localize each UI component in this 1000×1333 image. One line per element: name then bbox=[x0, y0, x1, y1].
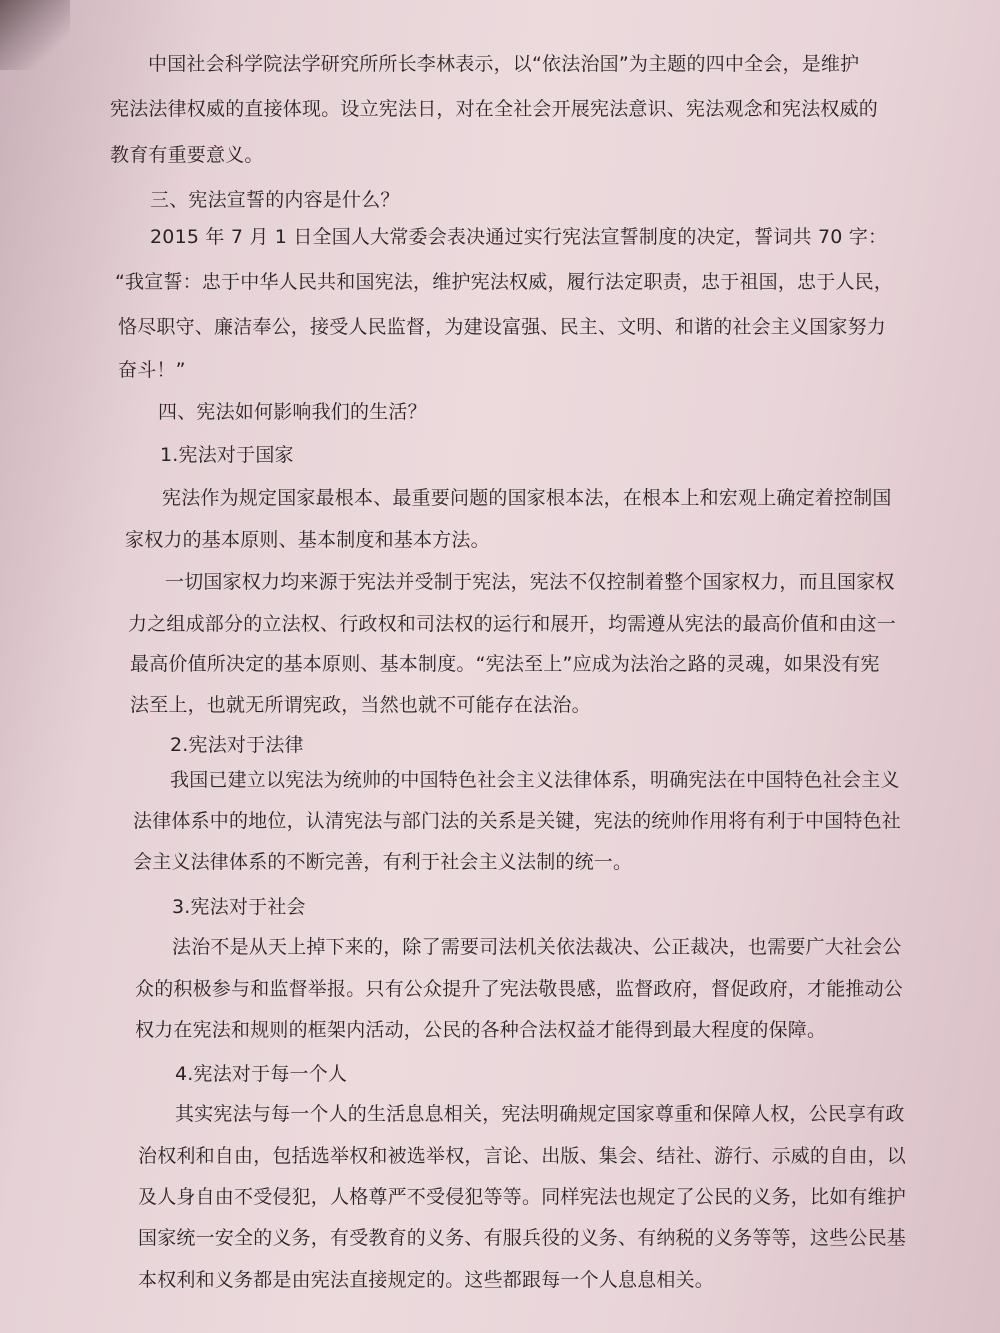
paragraph-line: 2015 年 7 月 1 日全国人大常委会表决通过实行宪法宣誓制度的决定，誓词共 70 字： bbox=[150, 226, 888, 248]
section-heading: 四、宪法如何影响我们的生活？ bbox=[158, 401, 427, 423]
subsection-heading: 4.宪法对于每一个人 bbox=[175, 1063, 348, 1085]
section-heading: 三、宪法宣誓的内容是什么？ bbox=[150, 189, 400, 211]
paragraph-line: 法至上，也就无所谓宪政，当然也就不可能存在法治。 bbox=[130, 694, 591, 716]
paragraph-line: 宪法法律权威的直接体现。设立宪法日，对在全社会开展宪法意识、宪法观念和宪法权威的 bbox=[110, 98, 879, 120]
paragraph-line: 奋斗！” bbox=[118, 359, 186, 381]
subsection-heading: 3.宪法对于社会 bbox=[172, 896, 306, 918]
subsection-heading: 2.宪法对于法律 bbox=[170, 734, 304, 756]
paragraph-line: 法律体系中的地位，认清宪法与部门法的关系是关键，宪法的统帅作用将有利于中国特色社 bbox=[133, 810, 902, 832]
paragraph-line: 国家统一安全的义务，有受教育的义务、有服兵役的义务、有纳税的义务等等，这些公民基 bbox=[138, 1227, 907, 1249]
paragraph-line: 治权利和自由，包括选举权和被选举权，言论、出版、集会、结社、游行、示威的自由，以 bbox=[138, 1145, 907, 1167]
paragraph-line: 我国已建立以宪法为统帅的中国特色社会主义法律体系，明确宪法在中国特色社会主义 bbox=[170, 769, 900, 791]
paragraph-line: 中国社会科学院法学研究所所长李林表示，以“依法治国”为主题的四中全会，是维护 bbox=[148, 53, 860, 75]
paragraph-line: 教育有重要意义。 bbox=[110, 144, 264, 166]
subsection-heading: 1.宪法对于国家 bbox=[160, 444, 294, 466]
paragraph-line: 权力在宪法和规则的框架内活动，公民的各种合法权益才能得到最大程度的保障。 bbox=[135, 1019, 827, 1041]
paragraph-line: 会主义法律体系的不断完善，有利于社会主义法制的统一。 bbox=[133, 851, 633, 873]
paragraph-line: 恪尽职守、廉洁奉公，接受人民监督，为建设富强、民主、文明、和谐的社会主义国家努力 bbox=[118, 316, 887, 338]
paragraph-line: 其实宪法与每一个人的生活息息相关，宪法明确规定国家尊重和保障人权，公民享有政 bbox=[175, 1103, 905, 1125]
paragraph-line: 众的积极参与和监督举报。只有公众提升了宪法敬畏感，监督政府，督促政府，才能推动公 bbox=[135, 978, 904, 1000]
paragraph-line: 宪法作为规定国家最根本、最重要问题的国家根本法，在根本上和宏观上确定着控制国 bbox=[162, 487, 892, 509]
paragraph-line: 法治不是从天上掉下来的，除了需要司法机关依法裁决、公正裁决，也需要广大社会公 bbox=[172, 936, 902, 958]
paragraph-line: 力之组成部分的立法权、行政权和司法权的运行和展开，均需遵从宪法的最高价值和由这一 bbox=[128, 613, 897, 635]
paragraph-line: 本权利和义务都是由宪法直接规定的。这些都跟每一个人息息相关。 bbox=[138, 1269, 715, 1291]
paragraph-line: 最高价值所决定的基本原则、基本制度。“宪法至上”应成为法治之路的灵魂，如果没有宪 bbox=[130, 653, 880, 675]
paragraph-line: 及人身自由不受侵犯，人格尊严不受侵犯等等。同样宪法也规定了公民的义务，比如有维护 bbox=[138, 1186, 907, 1208]
paragraph-line: “我宣誓：忠于中华人民共和国宪法，维护宪法权威，履行法定职责，忠于祖国，忠于人民， bbox=[115, 271, 894, 293]
paragraph-line: 一切国家权力均来源于宪法并受制于宪法，宪法不仅控制着整个国家权力，而且国家权 bbox=[165, 571, 895, 593]
paragraph-line: 家权力的基本原则、基本制度和基本方法。 bbox=[125, 529, 490, 551]
